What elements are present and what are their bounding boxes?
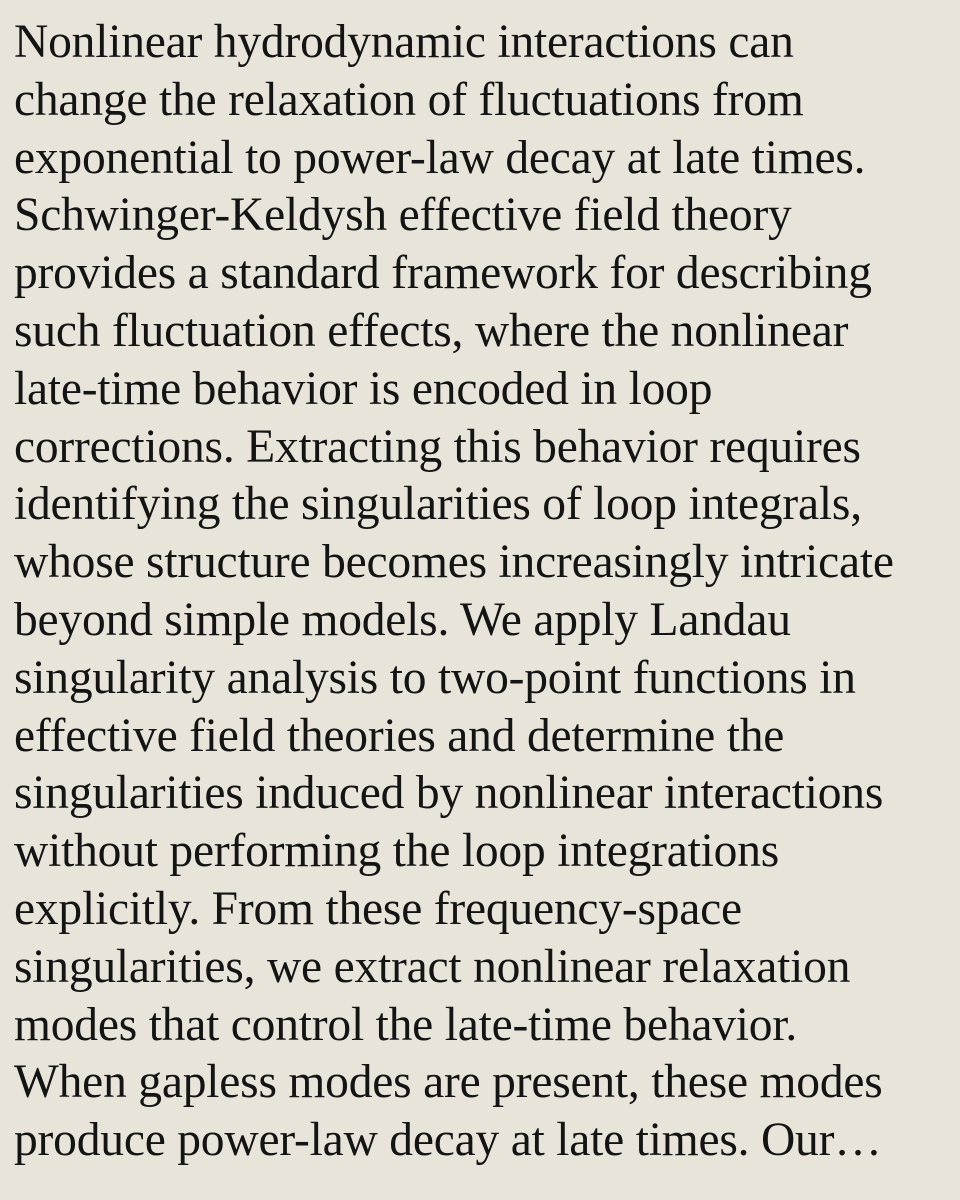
abstract-line: effective field theories and determine the <box>14 709 785 762</box>
abstract-line: modes that control the late-time behavior. <box>14 998 798 1051</box>
abstract-line: singularities induced by nonlinear interactions <box>14 767 884 820</box>
abstract-line: explicitly. From these frequency-space <box>14 882 742 935</box>
abstract-line: singularities, we extract nonlinear relaxation <box>14 940 851 993</box>
abstract-line: produce power-law decay at late times. Our… <box>14 1114 882 1167</box>
abstract-line: Schwinger-Keldysh effective field theory <box>14 189 792 242</box>
abstract-line: corrections. Extracting this behavior requires <box>14 420 861 473</box>
abstract-text <box>14 14 940 1170</box>
abstract-line: Nonlinear hydrodynamic interactions can <box>14 16 794 68</box>
abstract-line: provides a standard framework for describing <box>14 247 872 300</box>
abstract-line: whose structure becomes increasingly intricate <box>14 536 894 589</box>
abstract-line: When gapless modes are present, these modes <box>14 1056 883 1109</box>
abstract-line: late-time behavior is encoded in loop <box>14 362 713 415</box>
abstract-line: change the relaxation of fluctuations from <box>14 73 804 126</box>
abstract-line: without performing the loop integrations <box>14 825 780 878</box>
abstract-line: beyond simple models. We apply Landau <box>14 593 791 646</box>
abstract-line: such fluctuation effects, where the nonlinear <box>14 304 849 357</box>
abstract-line: singularity analysis to two-point functions in <box>14 651 856 704</box>
abstract-line: identifying the singularities of loop integrals, <box>14 478 862 531</box>
abstract-line: exponential to power-law decay at late times. <box>14 131 866 184</box>
